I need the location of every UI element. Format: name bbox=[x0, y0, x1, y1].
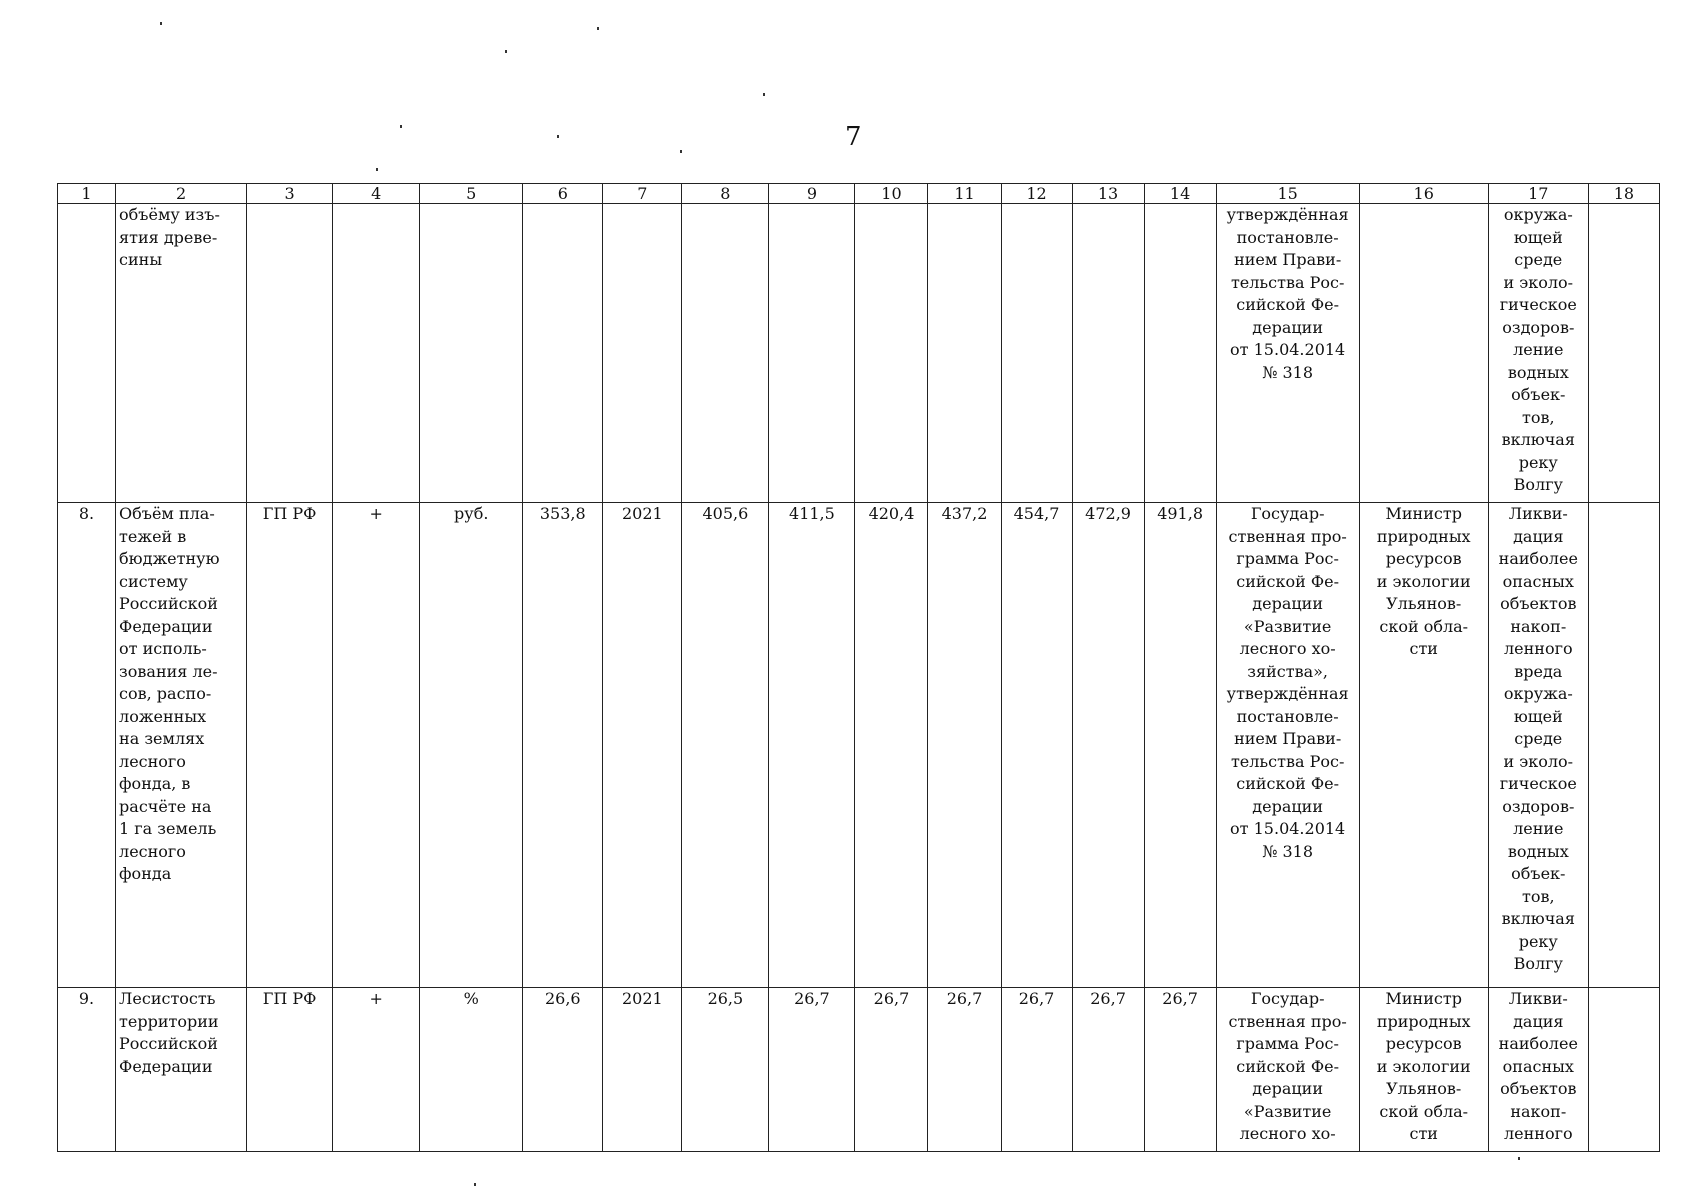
header-cell: 6 bbox=[523, 184, 603, 204]
cell-value: 26,5 bbox=[682, 988, 769, 1152]
scan-speck bbox=[505, 50, 507, 53]
cell-indicator-name: объёму изъ- ятия древе- сины bbox=[116, 204, 247, 503]
cell-index: 8. bbox=[58, 503, 116, 988]
cell-empty bbox=[1588, 988, 1659, 1152]
scan-speck bbox=[557, 135, 559, 138]
header-cell: 3 bbox=[247, 184, 333, 204]
cell-indicator-name: Объём пла- тежей в бюджетную систему Российской Федерации от исполь- зования ле- сов, распо- ложенных на землях лесного фонда, в расчёте на 1 га земель лесного фонда bbox=[116, 503, 247, 988]
cell-value: 26,7 bbox=[1072, 988, 1144, 1152]
cell-value: 420,4 bbox=[855, 503, 928, 988]
cell-value: 405,6 bbox=[682, 503, 769, 988]
cell-value: 26,7 bbox=[1001, 988, 1072, 1152]
scan-speck bbox=[1518, 1157, 1520, 1160]
cell-empty bbox=[523, 204, 603, 503]
cell-empty bbox=[247, 204, 333, 503]
cell-value: 454,7 bbox=[1001, 503, 1072, 988]
cell-flag: + bbox=[333, 988, 420, 1152]
cell-goal: Ликви- дация наиболее опасных объектов накоп- ленного вреда окружа- ющей среде и эколо- гическое оздоров- ление водных объек- тов, включая реку Волгу bbox=[1488, 503, 1588, 988]
scan-speck bbox=[680, 150, 682, 153]
header-cell: 8 bbox=[682, 184, 769, 204]
header-row bbox=[58, 184, 1660, 204]
cell-empty bbox=[1588, 503, 1659, 988]
cell-empty bbox=[333, 204, 420, 503]
scan-speck bbox=[474, 1183, 476, 1186]
cell-index: 9. bbox=[58, 988, 116, 1152]
cell-value: 26,7 bbox=[855, 988, 928, 1152]
cell-base-year: 2021 bbox=[603, 988, 682, 1152]
table-row-9 bbox=[58, 988, 1660, 1152]
cell-unit: руб. bbox=[420, 503, 523, 988]
header-cell: 1 bbox=[58, 184, 116, 204]
cell-index bbox=[58, 204, 116, 503]
cell-value: 26,7 bbox=[769, 988, 855, 1152]
header-cell: 9 bbox=[769, 184, 855, 204]
cell-goal: Ликви- дация наиболее опасных объектов накоп- ленного bbox=[1488, 988, 1588, 1152]
header-cell: 12 bbox=[1001, 184, 1072, 204]
cell-responsible: Министр природных ресурсов и экологии Ульянов- ской обла- сти bbox=[1359, 988, 1488, 1152]
cell-value: 491,8 bbox=[1144, 503, 1216, 988]
indicators-table bbox=[57, 183, 1660, 1152]
scan-speck bbox=[763, 93, 765, 96]
table-row-continued bbox=[58, 204, 1660, 503]
cell-source: ГП РФ bbox=[247, 503, 333, 988]
cell-program: Государ- ственная про- грамма Рос- сийской Фе- дерации «Развитие лесного хо- зяйства», утверждённая постановле- нием Прави- тельства Рос- сийской Фе- дерации от 15.04.2014 № 318 bbox=[1216, 503, 1359, 988]
scan-speck bbox=[160, 22, 162, 25]
header-cell: 18 bbox=[1588, 184, 1659, 204]
cell-empty bbox=[1588, 204, 1659, 503]
cell-empty bbox=[682, 204, 769, 503]
scan-speck bbox=[400, 125, 402, 128]
cell-empty bbox=[1359, 204, 1488, 503]
scan-speck bbox=[376, 168, 378, 171]
header-cell: 4 bbox=[333, 184, 420, 204]
header-cell: 7 bbox=[603, 184, 682, 204]
cell-empty bbox=[855, 204, 928, 503]
cell-goal: окружа- ющей среде и эколо- гическое оздоров- ление водных объек- тов, включая реку Волгу bbox=[1488, 204, 1588, 503]
header-cell: 16 bbox=[1359, 184, 1488, 204]
page-number: 7 bbox=[845, 122, 862, 152]
header-cell: 10 bbox=[855, 184, 928, 204]
cell-empty bbox=[1001, 204, 1072, 503]
cell-empty bbox=[1072, 204, 1144, 503]
cell-empty bbox=[603, 204, 682, 503]
cell-empty bbox=[1144, 204, 1216, 503]
header-cell: 2 bbox=[116, 184, 247, 204]
header-cell: 13 bbox=[1072, 184, 1144, 204]
scan-speck bbox=[597, 27, 599, 30]
cell-value: 26,7 bbox=[928, 988, 1001, 1152]
cell-program: Государ- ственная про- грамма Рос- сийской Фе- дерации «Развитие лесного хо- bbox=[1216, 988, 1359, 1152]
cell-indicator-name: Лесистость территории Российской Федерации bbox=[116, 988, 247, 1152]
cell-unit: % bbox=[420, 988, 523, 1152]
cell-empty bbox=[420, 204, 523, 503]
cell-value: 437,2 bbox=[928, 503, 1001, 988]
cell-source: ГП РФ bbox=[247, 988, 333, 1152]
header-cell: 5 bbox=[420, 184, 523, 204]
cell-value: 411,5 bbox=[769, 503, 855, 988]
cell-responsible: Министр природных ресурсов и экологии Ульянов- ской обла- сти bbox=[1359, 503, 1488, 988]
header-cell: 11 bbox=[928, 184, 1001, 204]
cell-base-value: 26,6 bbox=[523, 988, 603, 1152]
cell-value: 472,9 bbox=[1072, 503, 1144, 988]
cell-empty bbox=[769, 204, 855, 503]
cell-value: 26,7 bbox=[1144, 988, 1216, 1152]
cell-base-year: 2021 bbox=[603, 503, 682, 988]
header-cell: 15 bbox=[1216, 184, 1359, 204]
cell-program: утверждённая постановле- нием Прави- тельства Рос- сийской Фе- дерации от 15.04.2014 № 318 bbox=[1216, 204, 1359, 503]
cell-empty bbox=[928, 204, 1001, 503]
cell-base-value: 353,8 bbox=[523, 503, 603, 988]
header-cell: 14 bbox=[1144, 184, 1216, 204]
header-cell: 17 bbox=[1488, 184, 1588, 204]
cell-flag: + bbox=[333, 503, 420, 988]
table-row-8 bbox=[58, 503, 1660, 988]
